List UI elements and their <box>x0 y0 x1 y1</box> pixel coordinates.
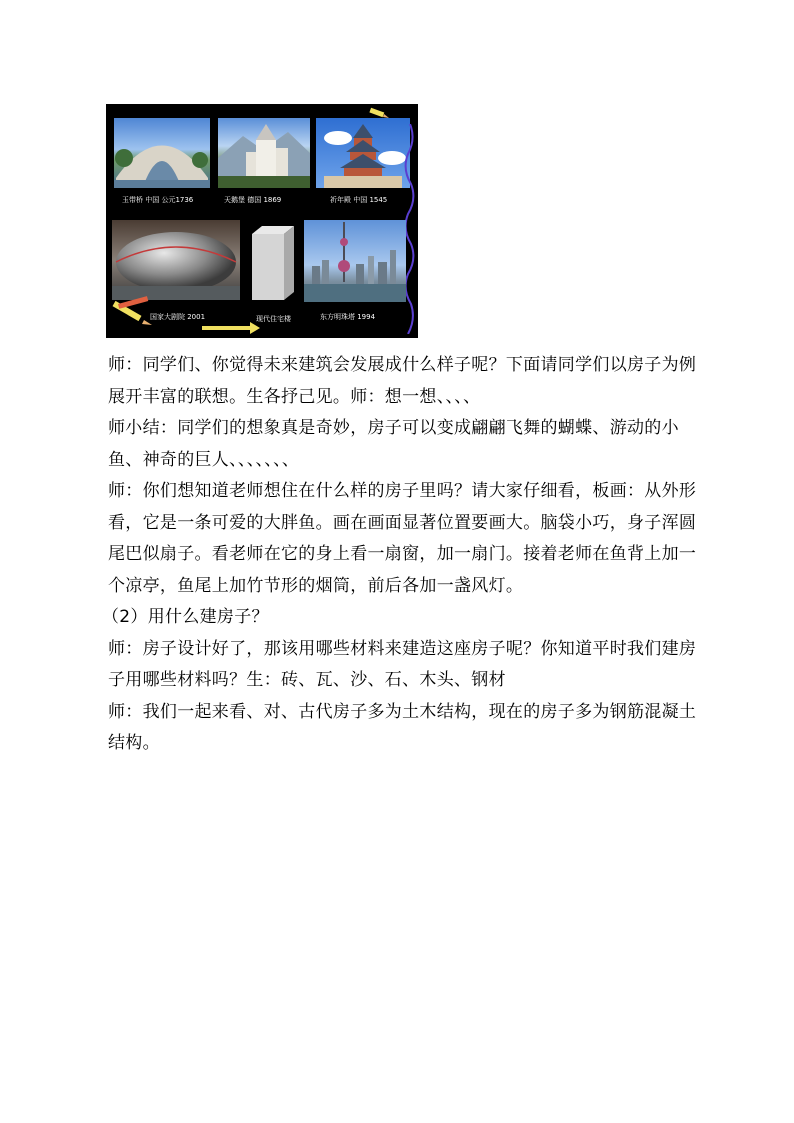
caption-temple: 祈年殿 中国 1545 <box>330 196 388 204</box>
body-text <box>102 350 698 760</box>
paragraph: 师：同学们、你觉得未来建筑会发展成什么样子呢？下面请同学们以房子为例展开丰富的联想。生各抒己见。师：想一想、、、、 <box>108 355 697 407</box>
photo-national-grand-theater <box>112 220 240 300</box>
paragraph: 师：房子设计好了，那该用哪些材料来建造这座房子呢？你知道平时我们建房子用哪些材料吗？生：砖、瓦、沙、石、木头、钢材 <box>108 638 697 690</box>
theater-drawing <box>112 220 240 300</box>
photo-oriental-pearl-tower <box>304 220 406 302</box>
pencil-icon <box>368 106 390 120</box>
paragraph: 师：你们想知道老师想住在什么样的房子里吗？请大家仔细看，板画：从外形看，它是一条可爱的大胖鱼。画在画面显著位置要画大。脑袋小巧，身子浑圆尾巴似扇子。看老师在它的身上看一扇窗，加一扇门。接着老师在鱼背上加一个凉亭，鱼尾上加竹节形的烟筒，前后各加一盏风灯。 <box>108 481 697 596</box>
photo-temple-of-heaven <box>316 118 410 188</box>
caption-bridge: 玉带桥 中国 公元1736 <box>122 196 194 204</box>
bridge-drawing <box>114 118 210 188</box>
caption-castle: 天鹅堡 德国 1869 <box>224 196 282 204</box>
caption-pearl-tower: 东方明珠塔 1994 <box>320 313 376 321</box>
photo-modern-residential-building <box>248 224 298 302</box>
arrow-right-icon <box>202 322 262 334</box>
paragraph: 师小结：同学们的想象真是奇妙，房子可以变成翩翩飞舞的蝴蝶、游动的小鱼、神奇的巨人、、、、、、、 <box>108 418 679 470</box>
architecture-collage <box>106 104 418 338</box>
photo-castle <box>218 118 310 188</box>
castle-drawing <box>218 118 310 188</box>
photo-jade-belt-bridge <box>114 118 210 188</box>
caption-theater: 国家大剧院 2001 <box>150 313 206 321</box>
pencil-bundle-icon <box>108 294 154 330</box>
temple-drawing <box>316 118 410 188</box>
caption-residential: 现代住宅楼 <box>256 315 291 323</box>
building-drawing <box>248 224 298 302</box>
section-heading: （2）用什么建房子？ <box>102 607 269 627</box>
skyline-drawing <box>304 220 406 302</box>
paragraph: 师：我们一起来看、对、古代房子多为土木结构，现在的房子多为钢筋混凝土结构。 <box>108 701 697 753</box>
